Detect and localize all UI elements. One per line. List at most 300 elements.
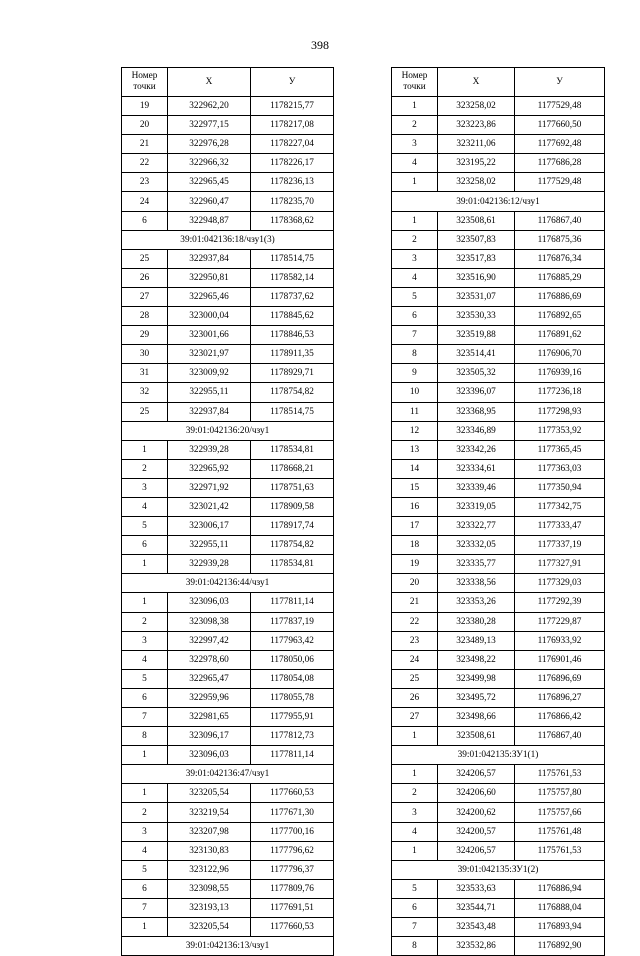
section-label: 39:01:042135:ЗУ1(2): [392, 860, 605, 879]
point-number-cell: 14: [392, 459, 438, 478]
table-row: [392, 364, 605, 383]
x-cell: 323519,88: [438, 326, 515, 345]
table-row: [122, 249, 334, 268]
x-cell: 323380,28: [438, 612, 515, 631]
x-cell: 323531,07: [438, 287, 515, 306]
table-row: [122, 192, 334, 211]
y-cell: 1176939,16: [515, 364, 605, 383]
coordinates-table-right: [391, 67, 605, 956]
point-number-cell: 20: [392, 574, 438, 593]
x-cell: 323544,71: [438, 898, 515, 917]
y-cell: 1177686,28: [515, 154, 605, 173]
y-cell: 1177337,19: [515, 536, 605, 555]
x-cell: 323396,07: [438, 383, 515, 402]
table-row: [122, 345, 334, 364]
x-cell: 324206,60: [438, 784, 515, 803]
section-row: [392, 192, 605, 211]
table-row: [392, 918, 605, 937]
x-cell: 323258,02: [438, 173, 515, 192]
x-cell: 323205,54: [168, 918, 251, 937]
x-cell: 323335,77: [438, 555, 515, 574]
x-cell: 323533,63: [438, 879, 515, 898]
table-row: [392, 669, 605, 688]
y-cell: 1177963,42: [251, 631, 334, 650]
point-number-cell: 3: [392, 135, 438, 154]
x-cell: 323096,03: [168, 746, 251, 765]
x-cell: 323499,98: [438, 669, 515, 688]
x-cell: 323009,92: [168, 364, 251, 383]
y-cell: 1178534,81: [251, 555, 334, 574]
y-cell: 1175757,66: [515, 803, 605, 822]
x-cell: 323334,61: [438, 459, 515, 478]
table-row: [122, 173, 334, 192]
point-number-cell: 7: [392, 918, 438, 937]
point-number-cell: 3: [392, 249, 438, 268]
x-cell: 322959,96: [168, 688, 251, 707]
point-number-cell: 21: [392, 593, 438, 612]
point-number-cell: 7: [122, 708, 168, 727]
point-number-cell: 9: [392, 364, 438, 383]
point-number-cell: 4: [392, 154, 438, 173]
table-row: [392, 421, 605, 440]
point-number-cell: 18: [392, 536, 438, 555]
table-row: [392, 135, 605, 154]
y-cell: 1176886,94: [515, 879, 605, 898]
x-cell: 322965,47: [168, 669, 251, 688]
y-cell: 1176901,46: [515, 650, 605, 669]
table-row: [392, 727, 605, 746]
y-cell: 1176866,42: [515, 708, 605, 727]
y-cell: 1175761,53: [515, 841, 605, 860]
x-cell: 323339,46: [438, 478, 515, 497]
point-number-cell: 19: [122, 97, 168, 116]
point-number-cell: 6: [122, 536, 168, 555]
x-cell: 323096,17: [168, 727, 251, 746]
table-row: [122, 803, 334, 822]
x-cell: 323508,61: [438, 727, 515, 746]
x-cell: 323207,98: [168, 822, 251, 841]
point-number-cell: 25: [122, 402, 168, 421]
table-row: [392, 765, 605, 784]
x-cell: 322960,47: [168, 192, 251, 211]
y-cell: 1176896,69: [515, 669, 605, 688]
point-number-cell: 4: [122, 650, 168, 669]
table-row: [392, 879, 605, 898]
x-cell: 323508,61: [438, 211, 515, 230]
point-number-cell: 4: [392, 268, 438, 287]
table-row: [392, 440, 605, 459]
point-number-cell: 25: [122, 249, 168, 268]
y-cell: 1177660,53: [251, 784, 334, 803]
point-number-cell: 10: [392, 383, 438, 402]
y-cell: 1177811,14: [251, 746, 334, 765]
x-cell: 322978,60: [168, 650, 251, 669]
y-cell: 1176893,94: [515, 918, 605, 937]
point-number-cell: 5: [122, 669, 168, 688]
table-row: [122, 879, 334, 898]
table-row: [392, 497, 605, 516]
y-cell: 1176906,70: [515, 345, 605, 364]
table-row: [122, 822, 334, 841]
y-cell: 1177700,16: [251, 822, 334, 841]
y-cell: 1177671,30: [251, 803, 334, 822]
x-cell: 322939,28: [168, 555, 251, 574]
section-label: 39:01:042136:44/чзу1: [122, 574, 334, 593]
point-number-cell: 2: [122, 459, 168, 478]
table-row: [122, 918, 334, 937]
point-number-cell: 24: [392, 650, 438, 669]
y-cell: 1177298,93: [515, 402, 605, 421]
table-row: [392, 822, 605, 841]
y-cell: 1177333,47: [515, 517, 605, 536]
x-cell: 324206,57: [438, 841, 515, 860]
x-cell: 324200,62: [438, 803, 515, 822]
y-cell: 1176875,36: [515, 230, 605, 249]
table-row: [122, 211, 334, 230]
x-cell: 323342,26: [438, 440, 515, 459]
table-row: [122, 650, 334, 669]
point-number-cell: 19: [392, 555, 438, 574]
y-cell: 1178582,14: [251, 268, 334, 287]
x-cell: 323006,17: [168, 517, 251, 536]
y-cell: 1178514,75: [251, 402, 334, 421]
x-cell: 323368,95: [438, 402, 515, 421]
point-number-cell: 7: [392, 326, 438, 345]
y-cell: 1176867,40: [515, 211, 605, 230]
y-cell: 1177660,50: [515, 116, 605, 135]
x-cell: 323498,22: [438, 650, 515, 669]
table-row: [392, 708, 605, 727]
point-number-cell: 6: [392, 307, 438, 326]
point-number-cell: 23: [392, 631, 438, 650]
point-number-cell: 3: [122, 822, 168, 841]
point-number-cell: 3: [122, 478, 168, 497]
y-cell: 1176933,92: [515, 631, 605, 650]
section-row: [392, 746, 605, 765]
y-cell: 1178227,04: [251, 135, 334, 154]
section-label: 39:01:042136:12/чзу1: [392, 192, 605, 211]
y-cell: 1177955,91: [251, 708, 334, 727]
y-cell: 1175761,53: [515, 765, 605, 784]
table-row: [122, 287, 334, 306]
y-cell: 1177811,14: [251, 593, 334, 612]
point-number-cell: 22: [392, 612, 438, 631]
y-cell: 1177812,73: [251, 727, 334, 746]
x-cell: 323353,26: [438, 593, 515, 612]
table-row: [392, 268, 605, 287]
x-cell: 323516,90: [438, 268, 515, 287]
header-point-number: Номер точки: [392, 68, 438, 97]
section-row: [122, 937, 334, 956]
table-row: [122, 440, 334, 459]
y-cell: 1178217,08: [251, 116, 334, 135]
table-row: [392, 97, 605, 116]
table-row: [392, 211, 605, 230]
x-cell: 324206,57: [438, 765, 515, 784]
point-number-cell: 5: [122, 517, 168, 536]
table-row: [122, 116, 334, 135]
y-cell: 1178054,08: [251, 669, 334, 688]
point-number-cell: 6: [392, 898, 438, 917]
x-cell: 322937,84: [168, 402, 251, 421]
point-number-cell: 32: [122, 383, 168, 402]
point-number-cell: 4: [122, 841, 168, 860]
point-number-cell: 26: [392, 688, 438, 707]
table-row: [122, 383, 334, 402]
table-row: [392, 841, 605, 860]
x-cell: 323098,38: [168, 612, 251, 631]
point-number-cell: 21: [122, 135, 168, 154]
point-number-cell: 6: [122, 211, 168, 230]
point-number-cell: 8: [392, 345, 438, 364]
point-number-cell: 8: [122, 727, 168, 746]
point-number-cell: 2: [392, 230, 438, 249]
table-row: [122, 268, 334, 287]
table-row: [392, 249, 605, 268]
point-number-cell: 1: [122, 746, 168, 765]
table-row: [392, 688, 605, 707]
table-row: [122, 497, 334, 516]
table-row: [392, 154, 605, 173]
x-cell: 323195,22: [438, 154, 515, 173]
y-cell: 1178050,06: [251, 650, 334, 669]
point-number-cell: 16: [392, 497, 438, 516]
coordinates-table-left: [121, 67, 334, 956]
table-row: [122, 135, 334, 154]
y-cell: 1177809,76: [251, 879, 334, 898]
y-cell: 1177327,91: [515, 555, 605, 574]
point-number-cell: 6: [122, 879, 168, 898]
x-cell: 322981,65: [168, 708, 251, 727]
x-cell: 322948,87: [168, 211, 251, 230]
y-cell: 1177353,92: [515, 421, 605, 440]
x-cell: 323507,83: [438, 230, 515, 249]
y-cell: 1176886,69: [515, 287, 605, 306]
x-cell: 322962,20: [168, 97, 251, 116]
x-cell: 323319,05: [438, 497, 515, 516]
point-number-cell: 1: [392, 211, 438, 230]
table-row: [392, 230, 605, 249]
table-row: [392, 402, 605, 421]
section-label: 39:01:042136:47/чзу1: [122, 765, 334, 784]
y-cell: 1176867,40: [515, 727, 605, 746]
y-cell: 1176888,04: [515, 898, 605, 917]
x-cell: 322955,11: [168, 536, 251, 555]
section-label: 39:01:042135:ЗУ1(1): [392, 746, 605, 765]
table-row: [392, 784, 605, 803]
x-cell: 322950,81: [168, 268, 251, 287]
x-cell: 323211,06: [438, 135, 515, 154]
x-cell: 323346,89: [438, 421, 515, 440]
section-label: 39:01:042136:20/чзу1: [122, 421, 334, 440]
table-row: [392, 459, 605, 478]
point-number-cell: 27: [122, 287, 168, 306]
x-cell: 322976,28: [168, 135, 251, 154]
point-number-cell: 5: [392, 879, 438, 898]
y-cell: 1178215,77: [251, 97, 334, 116]
point-number-cell: 11: [392, 402, 438, 421]
x-cell: 323514,41: [438, 345, 515, 364]
table-row: [122, 402, 334, 421]
y-cell: 1177529,48: [515, 97, 605, 116]
y-cell: 1178754,82: [251, 536, 334, 555]
x-cell: 323495,72: [438, 688, 515, 707]
table-row: [122, 593, 334, 612]
y-cell: 1178668,21: [251, 459, 334, 478]
y-cell: 1177236,18: [515, 383, 605, 402]
y-cell: 1177796,62: [251, 841, 334, 860]
x-cell: 323505,32: [438, 364, 515, 383]
y-cell: 1178754,82: [251, 383, 334, 402]
header-x: X: [168, 68, 251, 97]
x-cell: 323219,54: [168, 803, 251, 822]
table-row: [392, 631, 605, 650]
table-row: [392, 612, 605, 631]
point-number-cell: 22: [122, 154, 168, 173]
point-number-cell: 1: [122, 918, 168, 937]
y-cell: 1176896,27: [515, 688, 605, 707]
table-row: [122, 555, 334, 574]
point-number-cell: 1: [392, 765, 438, 784]
header-y: У: [515, 68, 605, 97]
x-cell: 323258,02: [438, 97, 515, 116]
point-number-cell: 2: [122, 612, 168, 631]
header-point-number: Номер точки: [122, 68, 168, 97]
table-row: [122, 784, 334, 803]
point-number-cell: 28: [122, 307, 168, 326]
table-row: [122, 708, 334, 727]
x-cell: 323205,54: [168, 784, 251, 803]
y-cell: 1177292,39: [515, 593, 605, 612]
y-cell: 1178368,62: [251, 211, 334, 230]
point-number-cell: 15: [392, 478, 438, 497]
x-cell: 323021,42: [168, 497, 251, 516]
y-cell: 1177350,94: [515, 478, 605, 497]
table-row: [392, 803, 605, 822]
section-row: [392, 860, 605, 879]
point-number-cell: 5: [392, 287, 438, 306]
y-cell: 1178055,78: [251, 688, 334, 707]
table-row: [392, 173, 605, 192]
x-cell: 322977,15: [168, 116, 251, 135]
y-cell: 1178514,75: [251, 249, 334, 268]
section-row: [122, 574, 334, 593]
table-row: [122, 326, 334, 345]
table-header-row: [392, 68, 605, 97]
table-row: [392, 116, 605, 135]
table-row: [122, 688, 334, 707]
table-row: [392, 574, 605, 593]
y-cell: 1176892,65: [515, 307, 605, 326]
x-cell: 323021,97: [168, 345, 251, 364]
x-cell: 322937,84: [168, 249, 251, 268]
x-cell: 323332,05: [438, 536, 515, 555]
y-cell: 1178929,71: [251, 364, 334, 383]
table-row: [122, 841, 334, 860]
x-cell: 323001,66: [168, 326, 251, 345]
table-row: [392, 593, 605, 612]
table-row: [122, 459, 334, 478]
y-cell: 1177342,75: [515, 497, 605, 516]
table-row: [122, 364, 334, 383]
point-number-cell: 1: [392, 727, 438, 746]
x-cell: 323498,66: [438, 708, 515, 727]
y-cell: 1176891,62: [515, 326, 605, 345]
table-row: [122, 612, 334, 631]
point-number-cell: 3: [392, 803, 438, 822]
point-number-cell: 7: [122, 898, 168, 917]
point-number-cell: 29: [122, 326, 168, 345]
y-cell: 1178846,53: [251, 326, 334, 345]
table-row: [392, 898, 605, 917]
point-number-cell: 6: [122, 688, 168, 707]
section-label: 39:01:042136:13/чзу1: [122, 937, 334, 956]
point-number-cell: 20: [122, 116, 168, 135]
point-number-cell: 23: [122, 173, 168, 192]
x-cell: 322971,92: [168, 478, 251, 497]
page-number: 398: [311, 38, 329, 52]
y-cell: 1178917,74: [251, 517, 334, 536]
x-cell: 323096,03: [168, 593, 251, 612]
table-row: [392, 937, 605, 956]
x-cell: 324200,57: [438, 822, 515, 841]
point-number-cell: 1: [392, 841, 438, 860]
point-number-cell: 4: [122, 497, 168, 516]
x-cell: 323338,56: [438, 574, 515, 593]
section-row: [122, 421, 334, 440]
table-row: [122, 97, 334, 116]
x-cell: 323098,55: [168, 879, 251, 898]
point-number-cell: 17: [392, 517, 438, 536]
table-row: [392, 555, 605, 574]
point-number-cell: 1: [122, 440, 168, 459]
point-number-cell: 31: [122, 364, 168, 383]
point-number-cell: 1: [392, 97, 438, 116]
table-row: [392, 478, 605, 497]
y-cell: 1178911,35: [251, 345, 334, 364]
header-y: У: [251, 68, 334, 97]
x-cell: 322955,11: [168, 383, 251, 402]
point-number-cell: 2: [122, 803, 168, 822]
table-row: [392, 326, 605, 345]
y-cell: 1178226,17: [251, 154, 334, 173]
table-row: [122, 860, 334, 879]
y-cell: 1178909,58: [251, 497, 334, 516]
x-cell: 323223,86: [438, 116, 515, 135]
x-cell: 322997,42: [168, 631, 251, 650]
y-cell: 1176876,34: [515, 249, 605, 268]
point-number-cell: 5: [122, 860, 168, 879]
table-row: [392, 345, 605, 364]
table-row: [122, 307, 334, 326]
y-cell: 1175757,80: [515, 784, 605, 803]
x-cell: 322939,28: [168, 440, 251, 459]
x-cell: 323517,83: [438, 249, 515, 268]
y-cell: 1177365,45: [515, 440, 605, 459]
table-row: [122, 746, 334, 765]
table-row: [122, 631, 334, 650]
table-header-row: [122, 68, 334, 97]
table-row: [122, 154, 334, 173]
point-number-cell: 2: [392, 784, 438, 803]
y-cell: 1178845,62: [251, 307, 334, 326]
point-number-cell: 13: [392, 440, 438, 459]
x-cell: 322965,92: [168, 459, 251, 478]
table-row: [122, 478, 334, 497]
y-cell: 1176892,90: [515, 937, 605, 956]
y-cell: 1175761,48: [515, 822, 605, 841]
point-number-cell: 4: [392, 822, 438, 841]
